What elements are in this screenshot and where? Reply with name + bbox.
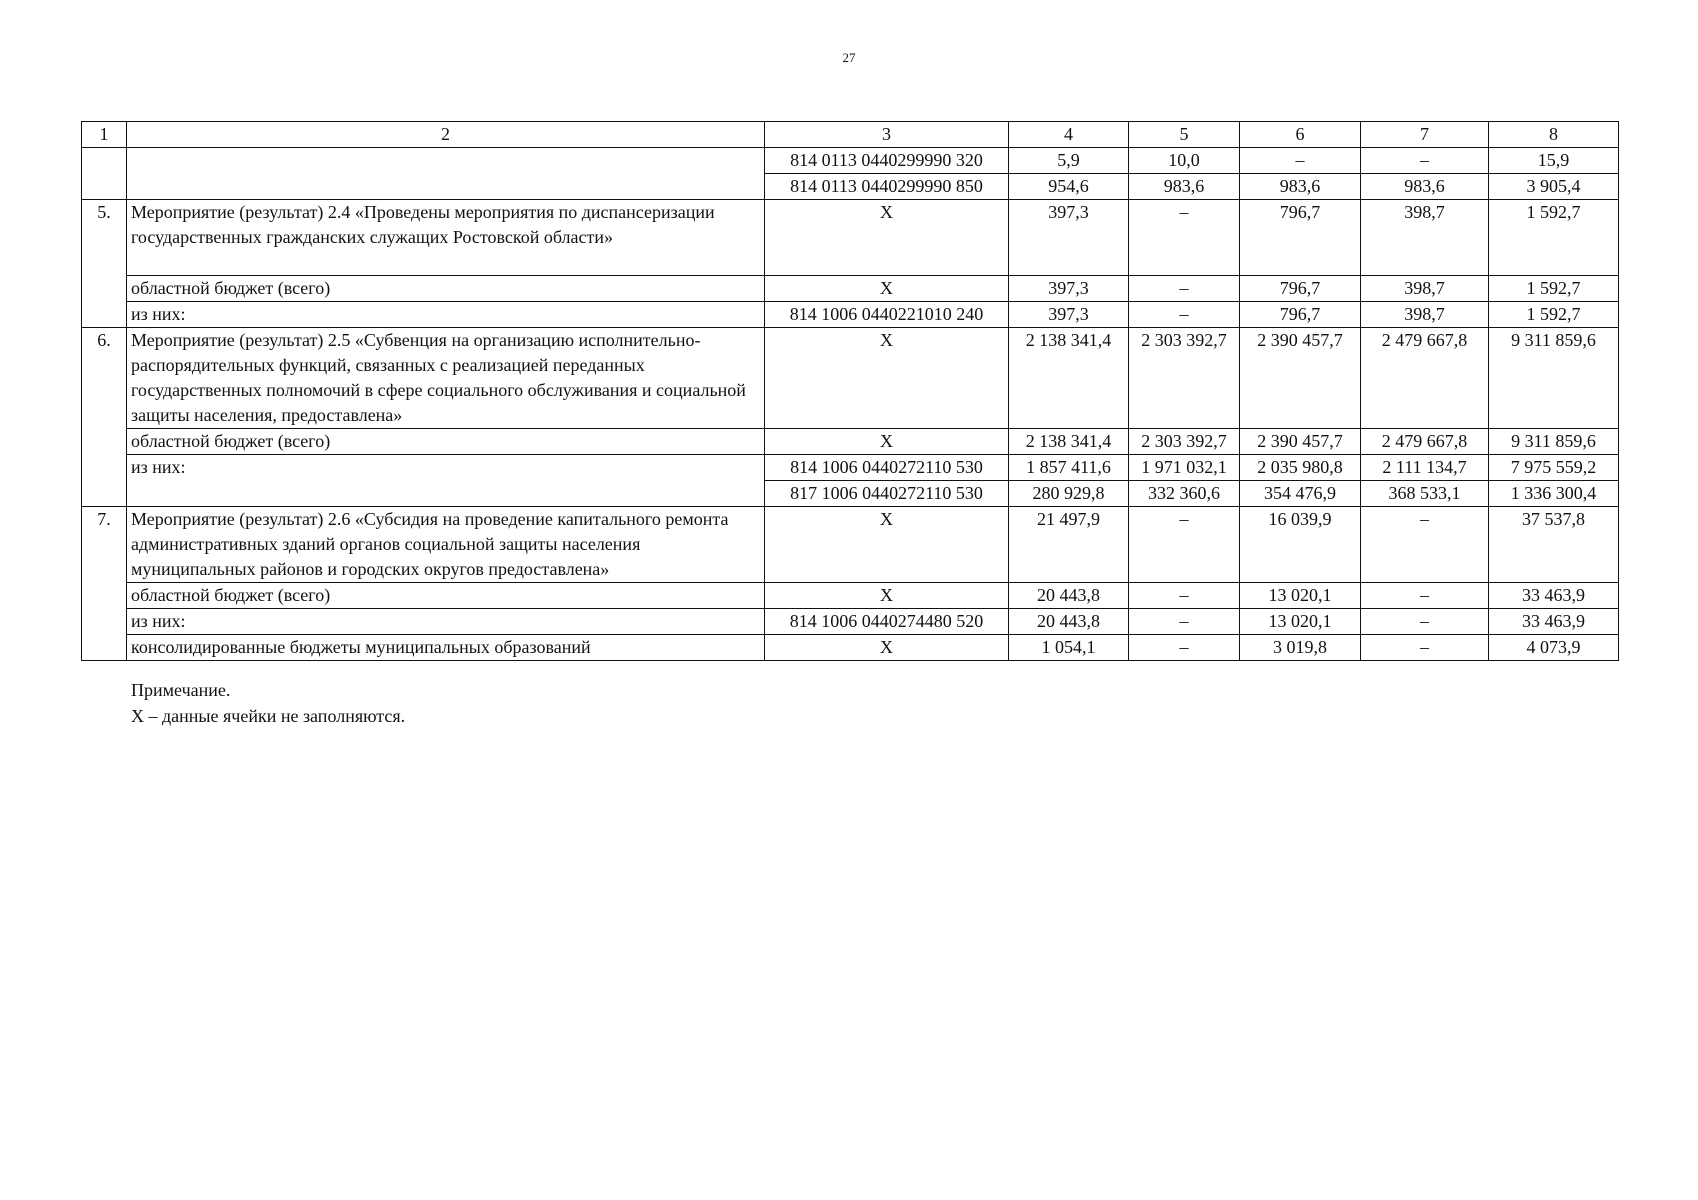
- value-cell: 1 336 300,4: [1489, 481, 1619, 507]
- row-description: областной бюджет (всего): [127, 429, 765, 455]
- value-cell: 13 020,1: [1240, 583, 1361, 609]
- value-cell: 2 111 134,7: [1361, 455, 1489, 481]
- value-cell: 20 443,8: [1009, 609, 1129, 635]
- value-cell: 2 479 667,8: [1361, 328, 1489, 429]
- value-cell: 397,3: [1009, 276, 1129, 302]
- table-row: [82, 507, 1619, 583]
- budget-code: 814 0113 0440299990 320: [765, 148, 1009, 174]
- value-cell: 9 311 859,6: [1489, 429, 1619, 455]
- row-description: из них:: [127, 609, 765, 635]
- budget-code: X: [765, 583, 1009, 609]
- value-cell: 1 971 032,1: [1129, 455, 1240, 481]
- value-cell: –: [1129, 302, 1240, 328]
- value-cell: 1 592,7: [1489, 276, 1619, 302]
- value-cell: 10,0: [1129, 148, 1240, 174]
- row-number: [82, 148, 127, 200]
- value-cell: 2 138 341,4: [1009, 429, 1129, 455]
- table-row: [82, 635, 1619, 661]
- value-cell: 37 537,8: [1489, 507, 1619, 583]
- value-cell: 796,7: [1240, 200, 1361, 276]
- value-cell: –: [1129, 635, 1240, 661]
- col-header: 2: [127, 122, 765, 148]
- value-cell: 2 303 392,7: [1129, 328, 1240, 429]
- value-cell: 5,9: [1009, 148, 1129, 174]
- budget-code: X: [765, 635, 1009, 661]
- value-cell: –: [1361, 148, 1489, 174]
- value-cell: 2 303 392,7: [1129, 429, 1240, 455]
- value-cell: –: [1361, 609, 1489, 635]
- value-cell: 954,6: [1009, 174, 1129, 200]
- row-description: консолидированные бюджеты муниципальных образований: [127, 635, 765, 661]
- budget-code: X: [765, 507, 1009, 583]
- value-cell: 983,6: [1240, 174, 1361, 200]
- value-cell: 2 390 457,7: [1240, 429, 1361, 455]
- value-cell: 2 390 457,7: [1240, 328, 1361, 429]
- value-cell: 280 929,8: [1009, 481, 1129, 507]
- note-title: Примечание.: [131, 680, 231, 700]
- row-description: из них:: [127, 302, 765, 328]
- row-description: [127, 148, 765, 200]
- value-cell: 796,7: [1240, 302, 1361, 328]
- table-note: [131, 677, 405, 729]
- value-cell: 9 311 859,6: [1489, 328, 1619, 429]
- budget-code: 814 0113 0440299990 850: [765, 174, 1009, 200]
- table-row: [82, 276, 1619, 302]
- value-cell: 397,3: [1009, 302, 1129, 328]
- table-row: [82, 583, 1619, 609]
- value-cell: 398,7: [1361, 302, 1489, 328]
- row-number: 6.: [82, 328, 127, 507]
- col-header: 8: [1489, 122, 1619, 148]
- value-cell: 398,7: [1361, 276, 1489, 302]
- table-row: [82, 609, 1619, 635]
- table-row: [82, 148, 1619, 174]
- budget-code: X: [765, 429, 1009, 455]
- budget-code: 814 1006 0440221010 240: [765, 302, 1009, 328]
- budget-code: X: [765, 200, 1009, 276]
- value-cell: 20 443,8: [1009, 583, 1129, 609]
- row-description: из них:: [127, 455, 765, 507]
- value-cell: 4 073,9: [1489, 635, 1619, 661]
- value-cell: –: [1129, 609, 1240, 635]
- value-cell: 1 857 411,6: [1009, 455, 1129, 481]
- value-cell: –: [1361, 635, 1489, 661]
- value-cell: 2 479 667,8: [1361, 429, 1489, 455]
- table-row: [82, 455, 1619, 481]
- budget-code: 814 1006 0440272110 530: [765, 455, 1009, 481]
- page-number: 27: [842, 50, 856, 65]
- value-cell: 3 905,4: [1489, 174, 1619, 200]
- value-cell: 3 019,8: [1240, 635, 1361, 661]
- row-number: 7.: [82, 507, 127, 661]
- value-cell: 1 592,7: [1489, 200, 1619, 276]
- value-cell: 398,7: [1361, 200, 1489, 276]
- value-cell: 2 035 980,8: [1240, 455, 1361, 481]
- value-cell: 7 975 559,2: [1489, 455, 1619, 481]
- note-text: X – данные ячейки не заполняются.: [131, 706, 406, 726]
- value-cell: 397,3: [1009, 200, 1129, 276]
- row-description: областной бюджет (всего): [127, 583, 765, 609]
- value-cell: 21 497,9: [1009, 507, 1129, 583]
- budget-code: X: [765, 328, 1009, 429]
- value-cell: –: [1361, 507, 1489, 583]
- table-row: [82, 302, 1619, 328]
- col-header: 6: [1240, 122, 1361, 148]
- value-cell: 13 020,1: [1240, 609, 1361, 635]
- header-row: [82, 122, 1619, 148]
- value-cell: –: [1129, 583, 1240, 609]
- col-header: 1: [82, 122, 127, 148]
- table-row: [82, 328, 1619, 429]
- col-header: 5: [1129, 122, 1240, 148]
- budget-table: [81, 121, 1619, 661]
- value-cell: 368 533,1: [1361, 481, 1489, 507]
- col-header: 3: [765, 122, 1009, 148]
- col-header: 4: [1009, 122, 1129, 148]
- value-cell: 1 592,7: [1489, 302, 1619, 328]
- budget-code: 814 1006 0440274480 520: [765, 609, 1009, 635]
- row-description: Мероприятие (результат) 2.5 «Субвенция на организацию исполнительно-распорядительных функций, связанных с реализацией переданных государственных полномочий в сфере социального обслуживания и социальной защиты населения, предоставлена»: [127, 328, 765, 429]
- row-description: Мероприятие (результат) 2.6 «Субсидия на проведение капитального ремонта административных зданий органов социальной защиты населения муниципальных районов и городских округов предоставлена»: [127, 507, 765, 583]
- value-cell: 33 463,9: [1489, 583, 1619, 609]
- value-cell: 354 476,9: [1240, 481, 1361, 507]
- value-cell: 983,6: [1361, 174, 1489, 200]
- row-description: областной бюджет (всего): [127, 276, 765, 302]
- col-header: 7: [1361, 122, 1489, 148]
- value-cell: –: [1129, 507, 1240, 583]
- value-cell: 983,6: [1129, 174, 1240, 200]
- row-number: 5.: [82, 200, 127, 328]
- value-cell: –: [1240, 148, 1361, 174]
- value-cell: 15,9: [1489, 148, 1619, 174]
- table-row: [82, 429, 1619, 455]
- value-cell: 16 039,9: [1240, 507, 1361, 583]
- value-cell: –: [1129, 200, 1240, 276]
- value-cell: 1 054,1: [1009, 635, 1129, 661]
- value-cell: –: [1129, 276, 1240, 302]
- row-description: Мероприятие (результат) 2.4 «Проведены мероприятия по диспансеризации государственных гражданских служащих Ростовской области»: [127, 200, 765, 276]
- value-cell: 796,7: [1240, 276, 1361, 302]
- value-cell: –: [1361, 583, 1489, 609]
- value-cell: 332 360,6: [1129, 481, 1240, 507]
- table-row: [82, 200, 1619, 276]
- budget-code: X: [765, 276, 1009, 302]
- value-cell: 2 138 341,4: [1009, 328, 1129, 429]
- budget-code: 817 1006 0440272110 530: [765, 481, 1009, 507]
- value-cell: 33 463,9: [1489, 609, 1619, 635]
